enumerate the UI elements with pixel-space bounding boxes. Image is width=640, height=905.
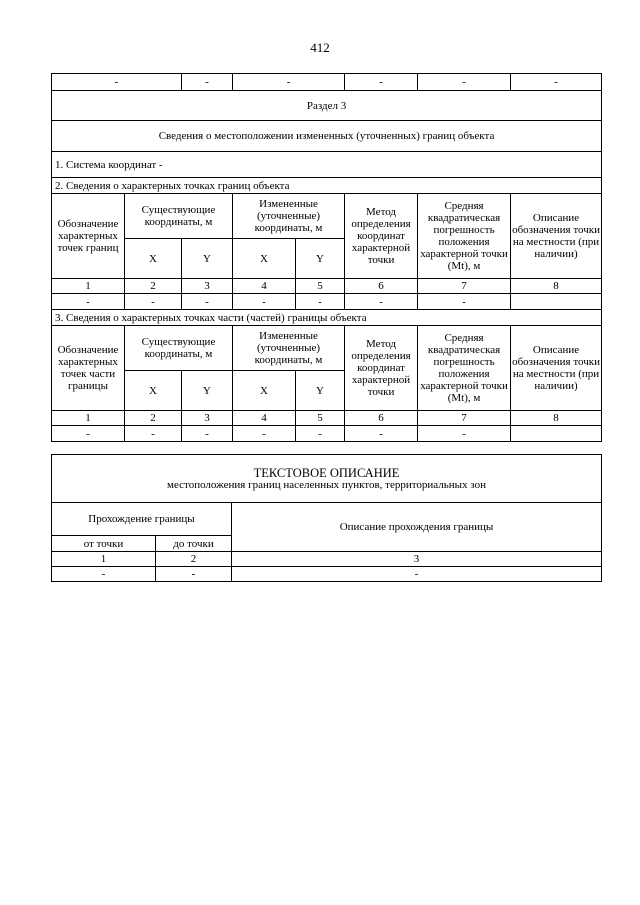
col-x: X (233, 239, 296, 279)
table-cell: 6 (345, 411, 418, 426)
col-x: X (233, 371, 296, 411)
table-cell: 7 (418, 411, 511, 426)
table-cell: - (182, 426, 233, 442)
table-cell: - (418, 74, 511, 91)
table-cell (511, 426, 602, 442)
table-cell: 8 (511, 411, 602, 426)
col-passage: Прохождение границы (52, 503, 232, 536)
col-to-point: до точки (156, 536, 232, 552)
col-description: Описание обозначения точки на местности (при наличии) (511, 194, 602, 279)
table-cell: - (233, 74, 345, 91)
page-number: 412 (310, 40, 330, 55)
section-title: Раздел 3 (52, 91, 602, 121)
table-cell: 2 (125, 279, 182, 294)
coordinate-system: 1. Система координат - (52, 152, 602, 178)
text-description-title: ТЕКСТОВОЕ ОПИСАНИЕ (253, 465, 400, 480)
table-cell: 3 (182, 411, 233, 426)
table-cell: - (182, 294, 233, 310)
table-cell: - (418, 294, 511, 310)
col-y: Y (182, 371, 233, 411)
parts-header: 3. Сведения о характерных точках части (частей) границы объекта (52, 310, 602, 326)
table-cell: - (125, 294, 182, 310)
table-cell: 5 (296, 279, 345, 294)
table-cell: 7 (418, 279, 511, 294)
col-method: Метод определения координат характерной точки (345, 194, 418, 279)
table-cell: 1 (52, 552, 156, 567)
col-passage-description: Описание прохождения границы (232, 503, 602, 552)
table-cell: - (418, 426, 511, 442)
numbers-row (52, 411, 602, 426)
table-cell: 6 (345, 279, 418, 294)
table-cell: 4 (233, 411, 296, 426)
col-error: Средняя квадратическая погрешность положения характерной точки (Mt), м (418, 194, 511, 279)
col-x: X (125, 371, 182, 411)
points-header: 2. Сведения о характерных точках границ объекта (52, 178, 602, 194)
col-y: Y (296, 371, 345, 411)
dash-row (52, 426, 602, 442)
text-description-table (51, 454, 602, 582)
table-cell: - (511, 74, 602, 91)
table-cell: - (233, 426, 296, 442)
top-dash-row (52, 74, 602, 91)
table-cell: 3 (232, 552, 602, 567)
section-3-table (51, 73, 602, 442)
table-cell: - (296, 294, 345, 310)
table-cell: - (232, 567, 602, 582)
table-cell: - (345, 294, 418, 310)
table-cell: 1 (52, 411, 125, 426)
table-cell: 2 (156, 552, 232, 567)
dash-row (52, 294, 602, 310)
table-cell: - (233, 294, 296, 310)
table-cell: - (156, 567, 232, 582)
table-cell: 3 (182, 279, 233, 294)
table-cell: 5 (296, 411, 345, 426)
table-cell: 2 (125, 411, 182, 426)
table-cell: - (182, 74, 233, 91)
table-cell: 4 (233, 279, 296, 294)
col-method: Метод определения координат характерной точки (345, 326, 418, 411)
table-cell: - (52, 426, 125, 442)
numbers-row (52, 279, 602, 294)
table-cell: - (345, 74, 418, 91)
table-cell: 1 (52, 279, 125, 294)
col-existing-coords: Существующие координаты, м (125, 326, 233, 371)
dash-row (52, 567, 602, 582)
col-changed-coords: Измененные (уточненные) координаты, м (233, 194, 345, 239)
section-subtitle: Сведения о местоположении измененных (уточненных) границ объекта (52, 121, 602, 152)
text-description-heading (52, 455, 602, 503)
col-designation: Обозначение характерных точек границ (52, 194, 125, 279)
col-y: Y (296, 239, 345, 279)
table-cell: - (296, 426, 345, 442)
numbers-row (52, 552, 602, 567)
col-changed-coords: Измененные (уточненные) координаты, м (233, 326, 345, 371)
table-cell: - (52, 294, 125, 310)
col-from-point: от точки (52, 536, 156, 552)
table-cell: - (52, 567, 156, 582)
col-y: Y (182, 239, 233, 279)
table-cell: 8 (511, 279, 602, 294)
col-existing-coords: Существующие координаты, м (125, 194, 233, 239)
col-x: X (125, 239, 182, 279)
table-cell: - (52, 74, 182, 91)
table-cell: - (125, 426, 182, 442)
col-description: Описание обозначения точки на местности (при наличии) (511, 326, 602, 411)
table-cell: - (345, 426, 418, 442)
table-cell (511, 294, 602, 310)
text-description-subtitle: местоположения границ населенных пунктов, территориальных зон (167, 478, 486, 491)
col-designation: Обозначение характерных точек части границы (52, 326, 125, 411)
col-error: Средняя квадратическая погрешность положения характерной точки (Mt), м (418, 326, 511, 411)
